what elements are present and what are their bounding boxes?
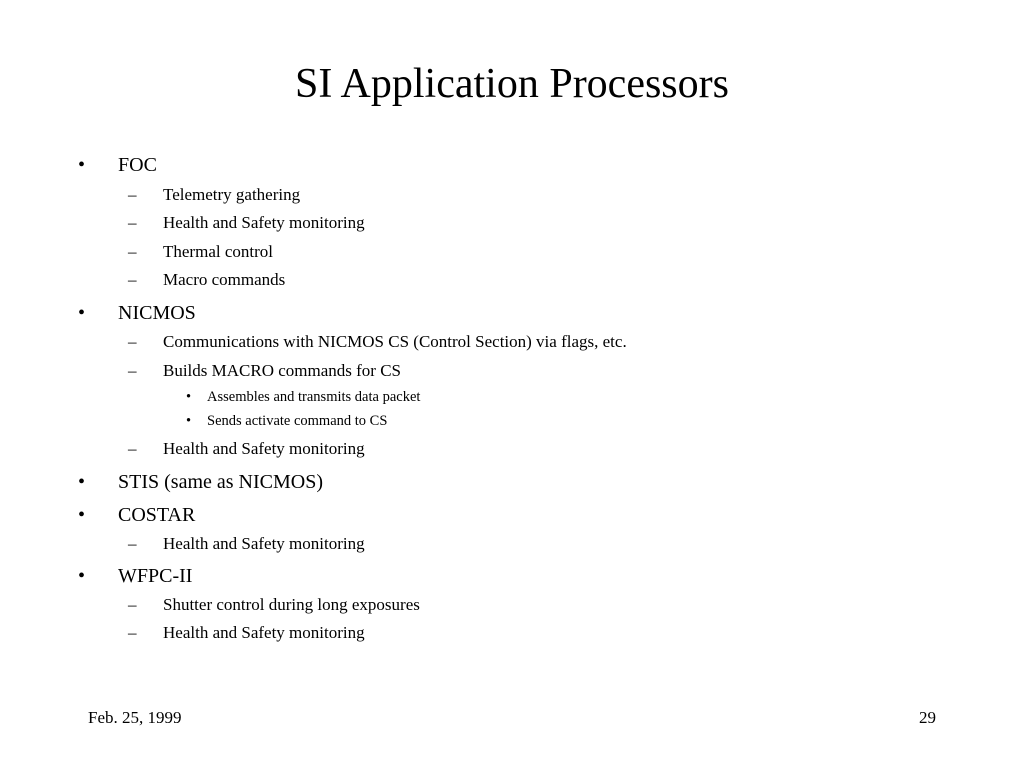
- bullet-label: WFPC-II: [118, 565, 193, 587]
- dash-glyph: –: [128, 185, 137, 204]
- bullet-label: STIS (same as NICMOS): [118, 471, 323, 493]
- bullet-label: COSTAR: [118, 504, 196, 526]
- sub-item-label: Communications with NICMOS CS (Control Section) via flags, etc.: [163, 332, 627, 351]
- page-number: 29: [919, 708, 936, 727]
- dash-glyph: –: [128, 595, 137, 614]
- dash-glyph: –: [128, 534, 137, 553]
- sub-item-label: Health and Safety monitoring: [163, 439, 365, 458]
- dash-glyph: –: [128, 623, 137, 642]
- sub-sub-item-label: Assembles and transmits data packet: [207, 389, 421, 405]
- sub-item-label: Builds MACRO commands for CS: [163, 361, 402, 380]
- sub-item-label: Macro commands: [163, 270, 286, 289]
- sub-item-label: Health and Safety monitoring: [163, 623, 365, 642]
- sub-item-label: Health and Safety monitoring: [163, 213, 365, 232]
- bullet-glyph: •: [78, 302, 86, 324]
- bullet-label: NICMOS: [118, 302, 196, 324]
- dash-glyph: –: [128, 270, 137, 289]
- footer-date: Feb. 25, 1999: [88, 708, 182, 727]
- dash-glyph: –: [128, 213, 137, 232]
- sub-item-label: Health and Safety monitoring: [163, 534, 365, 553]
- slide-title: SI Application Processors: [295, 61, 729, 107]
- bullet-glyph: •: [78, 471, 86, 493]
- dash-glyph: –: [128, 332, 137, 351]
- sub-item-label: Thermal control: [163, 242, 273, 261]
- dash-glyph: –: [128, 242, 137, 261]
- sub-item-label: Telemetry gathering: [163, 185, 301, 204]
- bullet-glyph: •: [78, 504, 86, 526]
- bullet-glyph: •: [78, 154, 86, 176]
- bullet-label: FOC: [118, 154, 157, 176]
- sub-item-label: Shutter control during long exposures: [163, 595, 420, 614]
- bullet-glyph: •: [186, 413, 192, 429]
- bullet-glyph: •: [78, 565, 86, 587]
- bullet-glyph: •: [186, 389, 192, 405]
- sub-sub-item-label: Sends activate command to CS: [207, 413, 388, 429]
- dash-glyph: –: [128, 361, 137, 380]
- dash-glyph: –: [128, 439, 137, 458]
